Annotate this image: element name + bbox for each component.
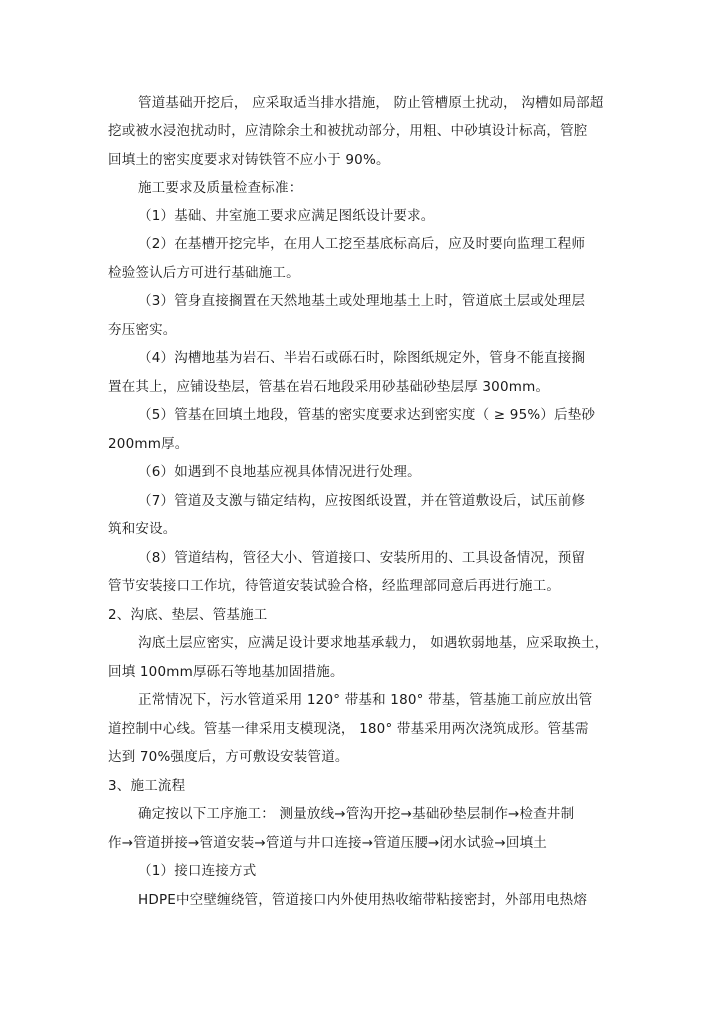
paragraph-line: 回填 100mm厚砾石等地基加固措施。	[108, 664, 344, 680]
list-item-line: （4）沟槽地基为岩石、半岩石或砾石时，除图纸规定外，管身不能直接搁	[138, 350, 586, 366]
list-item-line: （1）基础、井室施工要求应满足图纸设计要求。	[138, 208, 435, 224]
subsection-heading: （1）接口连接方式	[138, 863, 257, 879]
paragraph-line: 挖或被水浸泡扰动时，应清除余土和被扰动部分，用粗、中砂填设计标高，管腔	[108, 123, 588, 139]
list-item-line: 夯压密实。	[108, 322, 177, 338]
section-heading: 3、施工流程	[108, 778, 186, 794]
section-heading: 2、沟底、垫层、管基施工	[108, 607, 268, 623]
list-item-line: （2）在基槽开挖完毕，在用人工挖至基底标高后，应及时要向监理工程师	[138, 236, 586, 252]
list-item-line: 检验签认后方可进行基础施工。	[108, 265, 300, 281]
paragraph-line: HDPE中空壁缠绕管，管道接口内外使用热收缩带粘接密封，外部用电热熔	[138, 892, 588, 908]
list-item-line: 置在其上，应铺设垫层，管基在岩石地段采用砂基础砂垫层厚 300mm。	[108, 379, 550, 395]
list-item-line: （3）管身直接搁置在天然地基土或处理地基土上时，管道底土层或处理层	[138, 293, 586, 309]
list-item-line: （6）如遇到不良地基应视具体情况进行处理。	[138, 464, 421, 480]
paragraph-line: 达到 70%强度后，方可敷设安装管道。	[108, 749, 349, 765]
paragraph-line: 作→管道拼接→管道安装→管道与井口连接→管道压腰→闭水试验→回填土	[108, 835, 547, 851]
list-item-line: 200mm厚。	[108, 436, 189, 452]
paragraph-line: 正常情况下，污水管道采用 120° 带基和 180° 带基，管基施工前应放出管	[138, 692, 593, 708]
list-item-line: （8）管道结构，管径大小、管道接口、安装所用的、工具设备情况，预留	[138, 550, 586, 566]
paragraph-line: 管道基础开挖后， 应采取适当排水措施， 防止管槽原土扰动， 沟槽如局部超	[138, 95, 604, 111]
paragraph-line: 回填土的密实度要求对铸铁管不应小于 90%。	[108, 152, 390, 168]
paragraph-line: 沟底土层应密实，应满足设计要求地基承载力， 如遇软弱地基，应采取换土，	[138, 635, 609, 651]
list-item-line: （7）管道及支激与锚定结构，应按图纸设置，并在管道敷设后，试压前修	[138, 493, 586, 509]
list-item-line: 管节安装接口工作坑，待管道安装试验合格，经监理部同意后再进行施工。	[108, 578, 561, 594]
paragraph-line: 确定按以下工序施工： 测量放线→管沟开挖→基础砂垫层制作→检查井制	[138, 806, 575, 822]
section-heading: 施工要求及质量检查标准：	[138, 180, 303, 196]
paragraph-line: 道控制中心线。管基一律采用支模现浇， 180° 带基采用两次浇筑成形。管基需	[108, 721, 589, 737]
list-item-line: 筑和安设。	[108, 521, 177, 537]
list-item-line: （5）管基在回填土地段，管基的密实度要求达到密实度（ ≥ 95%）后垫砂	[138, 407, 596, 423]
